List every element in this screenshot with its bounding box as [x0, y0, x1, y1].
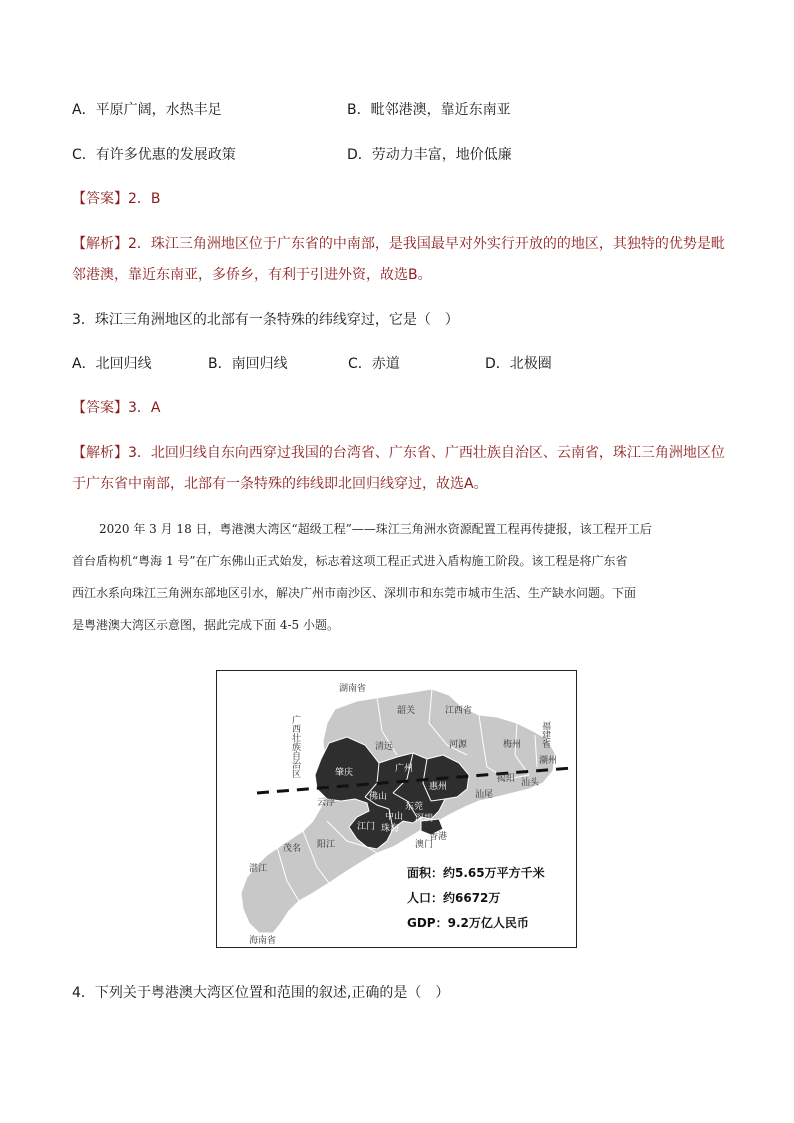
label-guangzhou: 广州	[395, 764, 414, 774]
q3-stem: 3．珠江三角洲地区的北部有一条特殊的纬线穿过，它是（ ）	[72, 312, 459, 328]
material-line3: 西江水系向珠江三角洲东部地区引水，解决广州市南沙区、深圳市和东莞市城市生活、生产缺水问题。下面	[72, 586, 637, 600]
q2-option-b: B．毗邻港澳，靠近东南亚	[347, 102, 511, 118]
answer-text: 2．B	[128, 191, 161, 207]
analysis-text: 2．珠江三角洲地区位于广东省的中南部，是我国最早对外实行开放的的地区，其独特的优势是毗	[128, 236, 725, 252]
bay-area-map	[216, 670, 577, 948]
label-maoming: 茂名	[283, 844, 302, 854]
q3-option-c: C．赤道	[348, 356, 400, 372]
label-jieyang: 揭阳	[497, 774, 516, 784]
stat-population: 人口：约6672万	[407, 891, 501, 905]
label-shenzhen: 深圳	[415, 814, 434, 824]
q2-option-a: A．平原广阔，水热丰足	[72, 102, 222, 118]
label-dongguan: 东莞	[405, 802, 424, 812]
label-zhongshan: 中山	[385, 812, 404, 822]
label-meizhou: 梅州	[503, 740, 522, 750]
stat-area: 面积：约5.65万平方千米	[407, 866, 545, 880]
analysis-text: 3．北回归线自东向西穿过我国的台湾省、广东省、广西壮族自治区、云南省，珠江三角洲地区位	[128, 445, 725, 461]
q2-analysis-line2: 邻港澳，靠近东南亚，多侨乡，有利于引进外资，故选B。	[72, 267, 432, 283]
material-line4: 是粤港澳大湾区示意图，据此完成下面 4-5 小题。	[72, 618, 339, 632]
analysis-tag: 【解析】	[72, 236, 128, 252]
q4-stem: 4．下列关于粤港澳大湾区位置和范围的叙述,正确的是（ ）	[72, 985, 450, 1001]
label-jiangxi: 江西省	[445, 706, 473, 716]
q3-option-d: D．北极圈	[485, 356, 552, 372]
label-hainan: 海南省	[249, 936, 277, 946]
material-line1: 2020 年 3 月 18 日，粤港澳大湾区“超级工程”——珠江三角洲水资源配置工程再传捷报，该工程开工后	[99, 522, 652, 536]
stat-gdp: GDP：9.2万亿人民币	[407, 916, 529, 930]
answer-text: 3．A	[128, 400, 161, 416]
map-svg	[217, 671, 577, 948]
label-heyuan: 河源	[449, 740, 468, 750]
label-hongkong: 香港	[429, 832, 448, 842]
label-guangxi: 广西壮族自治区	[290, 715, 300, 778]
label-yunfu: 云浮	[317, 798, 336, 808]
label-qingyuan: 清远	[375, 742, 394, 752]
label-macau: 澳门	[415, 840, 434, 850]
label-zhaoqing: 肇庆	[335, 768, 354, 778]
q3-option-a: A．北回归线	[72, 356, 152, 372]
label-huizhou: 惠州	[429, 782, 448, 792]
label-jiangmen: 江门	[357, 822, 376, 832]
label-shanwei: 汕尾	[475, 790, 494, 800]
q2-option-d: D．劳动力丰富，地价低廉	[347, 147, 512, 163]
label-foshan: 佛山	[369, 792, 388, 802]
label-zhuhai: 珠海	[381, 824, 400, 834]
label-hunan: 湖南省	[339, 684, 367, 694]
q2-option-c: C．有许多优惠的发展政策	[72, 147, 236, 163]
answer-tag: 【答案】	[72, 400, 128, 416]
q3-analysis-line1	[72, 443, 725, 463]
label-yangjiang: 阳江	[317, 840, 336, 850]
label-zhanjiang: 湛江	[249, 864, 268, 874]
label-fujian: 福建省	[540, 721, 550, 748]
answer-tag: 【答案】	[72, 191, 128, 207]
material-line2: 首台盾构机“粤海 1 号”在广东佛山正式始发，标志着这项工程正式进入盾构施工阶段。该工程是将广东省	[72, 554, 628, 568]
q3-option-b: B．南回归线	[208, 356, 288, 372]
label-shantou: 汕头	[521, 778, 540, 788]
q2-answer	[72, 189, 161, 209]
analysis-tag: 【解析】	[72, 445, 128, 461]
label-chaozhou: 潮州	[539, 756, 558, 766]
q3-analysis-line2: 于广东省中南部，北部有一条特殊的纬线即北回归线穿过，故选A。	[72, 476, 488, 492]
label-shaoguan: 韶关	[397, 706, 416, 716]
q2-analysis-line1	[72, 234, 725, 254]
q3-answer	[72, 398, 160, 418]
